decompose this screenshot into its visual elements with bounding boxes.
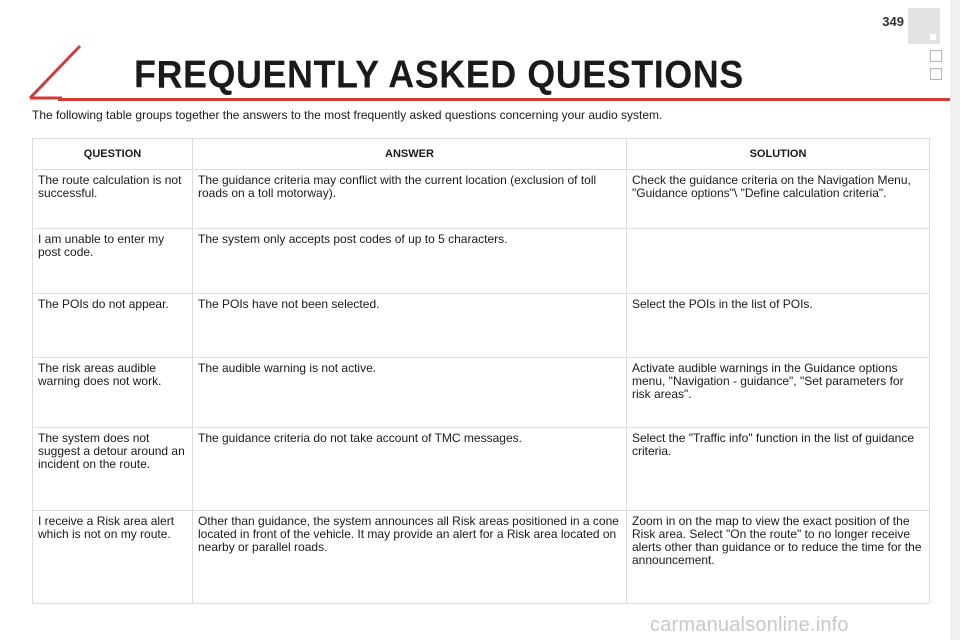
right-margin-strip bbox=[950, 0, 960, 640]
table-row bbox=[33, 170, 930, 229]
solution-cell: Check the guidance criteria on the Navigation Menu, "Guidance options"\ "Define calculation criteria". bbox=[627, 170, 930, 229]
title-underline bbox=[58, 98, 950, 101]
header-question: QUESTION bbox=[33, 139, 193, 170]
header-solution: SOLUTION bbox=[627, 139, 930, 170]
page-title: FREQUENTLY ASKED QUESTIONS bbox=[134, 52, 744, 97]
solution-cell: Select the POIs in the list of POIs. bbox=[627, 294, 930, 358]
answer-cell: The guidance criteria may conflict with the current location (exclusion of toll roads on a toll motorway). bbox=[193, 170, 627, 229]
answer-cell: The system only accepts post codes of up to 5 characters. bbox=[193, 229, 627, 294]
table-row bbox=[33, 229, 930, 294]
header-answer: ANSWER bbox=[193, 139, 627, 170]
question-cell: The system does not suggest a detour around an incident on the route. bbox=[33, 428, 193, 511]
corner-tab bbox=[908, 8, 940, 44]
table-header-row bbox=[33, 139, 930, 170]
faq-table bbox=[32, 138, 930, 604]
table-row bbox=[33, 358, 930, 428]
table-row bbox=[33, 294, 930, 358]
question-cell: I am unable to enter my post code. bbox=[33, 229, 193, 294]
solution-cell: Select the "Traffic info" function in the list of guidance criteria. bbox=[627, 428, 930, 511]
question-cell: The POIs do not appear. bbox=[33, 294, 193, 358]
answer-cell: Other than guidance, the system announces all Risk areas positioned in a cone located in front of the vehicle. It may provide an alert for a Risk area located on nearby or parallel roads. bbox=[193, 511, 627, 604]
tab-mark-icon bbox=[930, 34, 936, 40]
solution-cell: Zoom in on the map to view the exact position of the Risk area. Select "On the route" to no longer receive alerts other than guidance or to reduce the time for the announcement. bbox=[627, 511, 930, 604]
red-corner-accent bbox=[0, 0, 140, 120]
answer-cell: The audible warning is not active. bbox=[193, 358, 627, 428]
section-box-icon bbox=[930, 68, 942, 80]
solution-cell: Activate audible warnings in the Guidance options menu, "Navigation - guidance", "Set parameters for risk areas". bbox=[627, 358, 930, 428]
answer-cell: The guidance criteria do not take account of TMC messages. bbox=[193, 428, 627, 511]
solution-cell bbox=[627, 229, 930, 294]
intro-text: The following table groups together the answers to the most frequently asked questions concerning your audio system. bbox=[32, 108, 663, 122]
answer-cell: The POIs have not been selected. bbox=[193, 294, 627, 358]
table-row bbox=[33, 428, 930, 511]
question-cell: I receive a Risk area alert which is not on my route. bbox=[33, 511, 193, 604]
watermark: carmanualsonline.info bbox=[650, 614, 849, 636]
table-row bbox=[33, 511, 930, 604]
question-cell: The risk areas audible warning does not work. bbox=[33, 358, 193, 428]
question-cell: The route calculation is not successful. bbox=[33, 170, 193, 229]
page-number: 349 bbox=[882, 14, 904, 29]
section-box-icon bbox=[930, 50, 942, 62]
